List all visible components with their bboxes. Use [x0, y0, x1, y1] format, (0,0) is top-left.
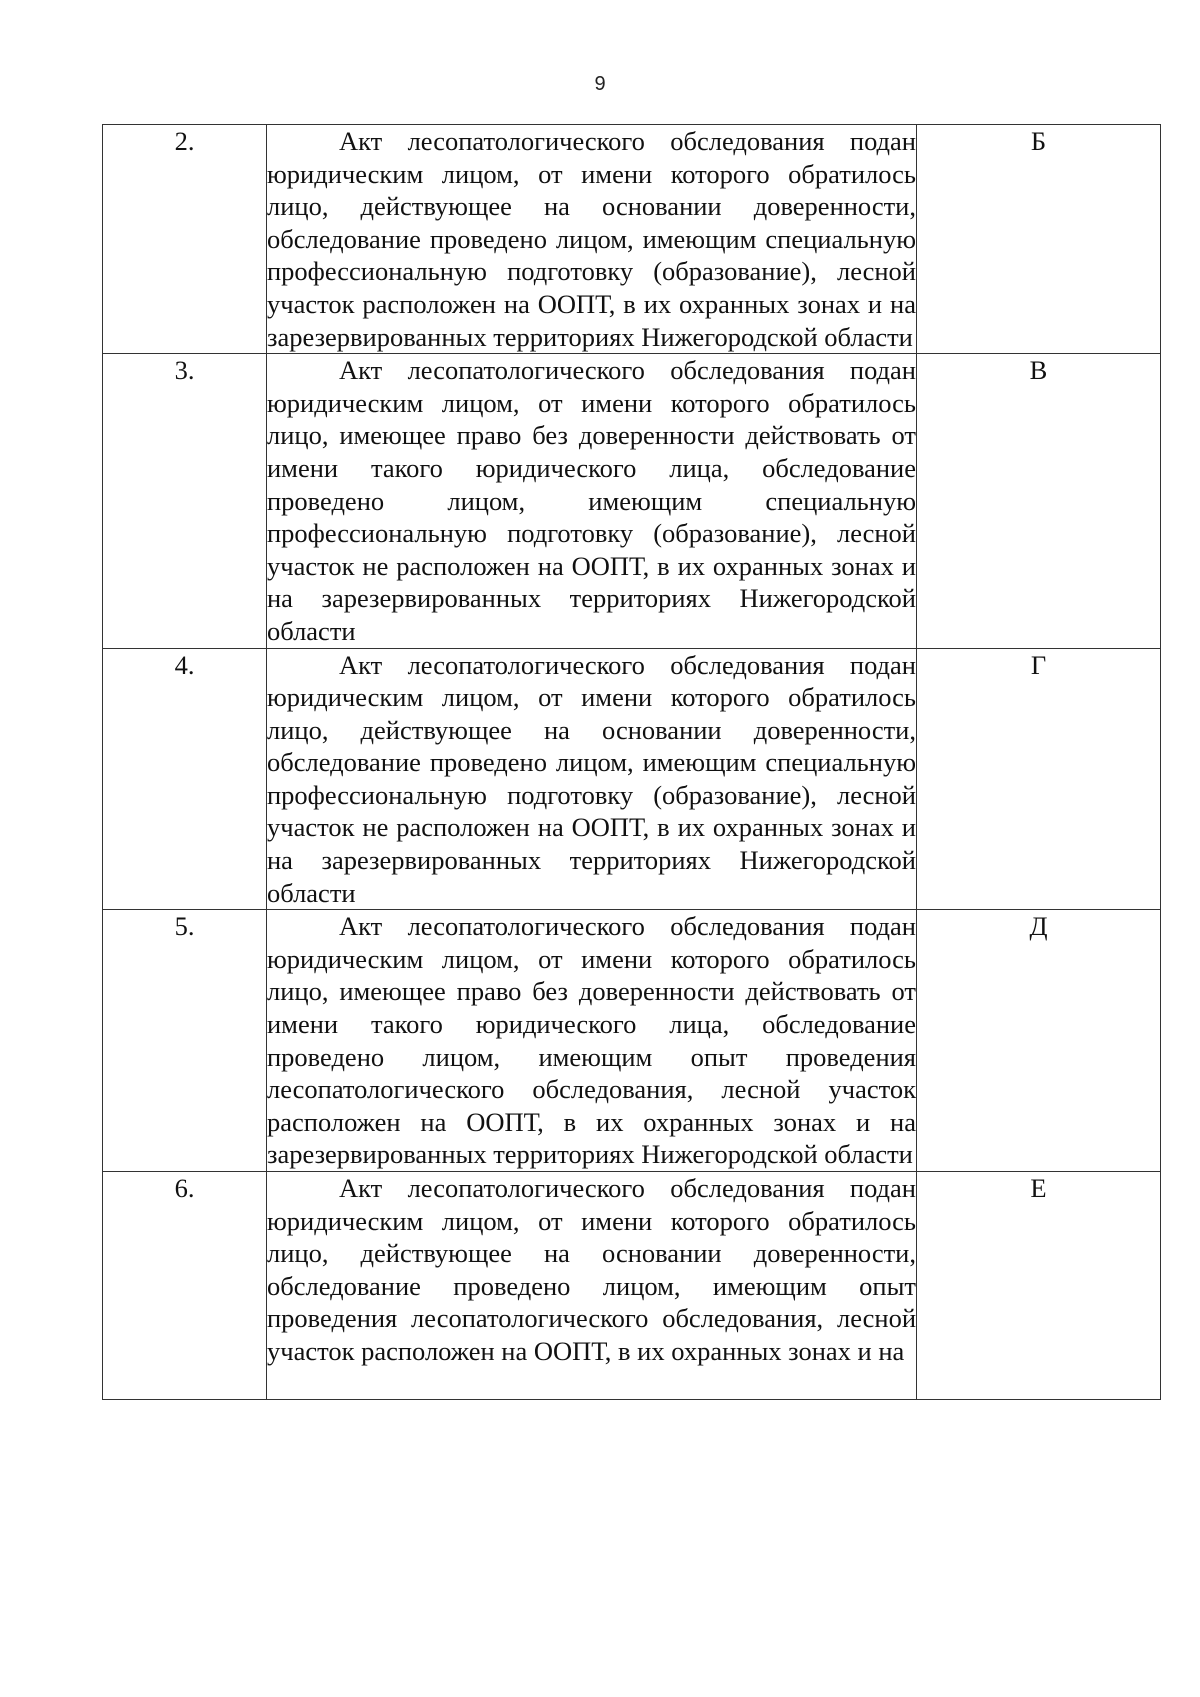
row-number-cell [103, 1172, 267, 1400]
table-row [103, 1172, 1161, 1400]
row-category-cell [917, 1172, 1161, 1400]
table-row [103, 125, 1161, 354]
row-category: Е [1030, 1173, 1047, 1203]
row-description: Акт лесопатологического обследования подан юридическим лицом, от имени которого обратилось лицо, действующее на основании доверенности, обследование проведено лицом, имеющим специальную профессиональную подготовку (образование), лесной участок расположен на ООПТ, в их охранных зонах и на зарезервированных территориях Нижегородской области [267, 125, 917, 354]
row-number: 3. [103, 354, 267, 648]
row-category: В [917, 354, 1161, 648]
row-category: Д [917, 910, 1161, 1172]
row-description: Акт лесопатологического обследования подан юридическим лицом, от имени которого обратилось лицо, имеющее право без доверенности действовать от имени такого юридического лица, обследование проведено лицом, имеющим опыт проведения лесопатологического обследования, лесной участок расположен на ООПТ, в их охранных зонах и на зарезервированных территориях Нижегородской области [267, 910, 917, 1172]
table-row [103, 648, 1161, 910]
row-description: Акт лесопатологического обследования подан юридическим лицом, от имени которого обратилось лицо, действующее на основании доверенности, обследование проведено лицом, имеющим опыт проведения лесопатологического обследования, лесной участок расположен на ООПТ, в их охранных зонах и на [267, 1173, 916, 1366]
table-row [103, 910, 1161, 1172]
row-category: Б [917, 125, 1161, 354]
row-description: Акт лесопатологического обследования подан юридическим лицом, от имени которого обратилось лицо, имеющее право без доверенности действовать от имени такого юридического лица, обследование проведено лицом, имеющим специальную профессиональную подготовку (образование), лесной участок не расположен на ООПТ, в их охранных зонах и на зарезервированных территориях Нижегородской области [267, 354, 917, 648]
table-row [103, 354, 1161, 648]
row-description: Акт лесопатологического обследования подан юридическим лицом, от имени которого обратилось лицо, действующее на основании доверенности, обследование проведено лицом, имеющим специальную профессиональную подготовку (образование), лесной участок не расположен на ООПТ, в их охранных зонах и на зарезервированных территориях Нижегородской области [267, 648, 917, 910]
criteria-table [102, 124, 1161, 1400]
row-category: Г [917, 648, 1161, 910]
row-number: 2. [103, 125, 267, 354]
row-number: 6. [174, 1173, 195, 1203]
row-description-cell [267, 1172, 917, 1400]
page-number: 9 [594, 73, 606, 95]
row-number: 5. [103, 910, 267, 1172]
row-number: 4. [103, 648, 267, 910]
